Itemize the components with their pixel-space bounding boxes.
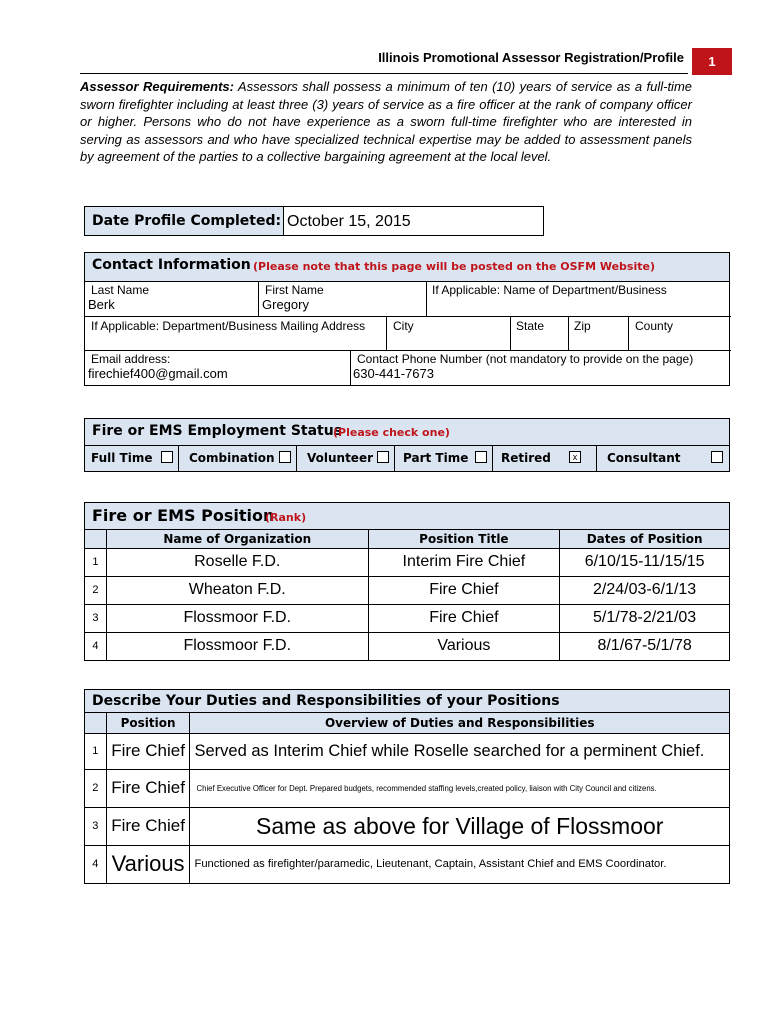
row-number: 2 (85, 576, 107, 604)
email-cell[interactable] (85, 350, 351, 386)
checkbox-volunteer[interactable] (377, 451, 389, 463)
option-label: Consultant (607, 451, 681, 465)
date-profile-value-box[interactable] (284, 206, 544, 236)
checkbox-combination[interactable] (279, 451, 291, 463)
num-header (85, 530, 107, 548)
date-profile-label-box (84, 206, 284, 236)
requirements-text: Assessors shall possess a minimum of ten (10) years of service as a full-time sworn firefighter including at least three (3) years of service as a fire officer at the rank of company officer or higher. Persons who do not have experience as a sworn full-time firefighter who are interested in serving as assessors and who have specialized technical expertise may be added to assessment panels by agreement of the parties to a collective bargaining agreement at the local level. (80, 79, 693, 165)
col-overview: Overview of Duties and Responsibilities (190, 713, 730, 733)
dates-cell[interactable]: 8/1/67-5/1/78 (560, 632, 730, 660)
organization-cell[interactable]: Flossmoor F.D. (106, 632, 368, 660)
mailing-address-label: If Applicable: Department/Business Mailing Address (91, 319, 366, 333)
duties-table-header (85, 713, 730, 733)
first-name-value: Gregory (262, 297, 309, 312)
position-rank: (Rank) (265, 511, 307, 524)
position-table (84, 530, 730, 661)
county-cell[interactable] (629, 316, 731, 350)
checkbox-consultant[interactable] (711, 451, 723, 463)
first-name-cell[interactable] (259, 282, 427, 316)
last-name-value: Berk (88, 297, 115, 312)
employment-header (84, 418, 730, 446)
duty-overview-cell[interactable]: Chief Executive Officer for Dept. Prepared budgets, recommended staffing levels,created policy, liaison with City Council and citizens. (190, 769, 730, 807)
duty-position-cell[interactable]: Fire Chief (106, 733, 190, 769)
option-label: Combination (189, 451, 275, 465)
option-label: Volunteer (307, 451, 374, 465)
last-name-label: Last Name (91, 283, 150, 297)
phone-label: Contact Phone Number (not mandatory to provide on the page) (357, 352, 694, 366)
department-label: If Applicable: Name of Department/Business (432, 283, 667, 297)
position-title: Fire or EMS Position (92, 506, 275, 525)
checkbox-part-time[interactable] (475, 451, 487, 463)
table-row (85, 632, 730, 660)
contact-header (84, 252, 730, 282)
zip-label: Zip (574, 319, 591, 333)
option-combination[interactable] (179, 446, 297, 471)
duties-header (84, 689, 730, 713)
zip-cell[interactable] (569, 316, 629, 350)
contact-note: (Please note that this page will be posted on the OSFM Website) (253, 260, 655, 273)
duty-position-cell[interactable]: Fire Chief (106, 807, 190, 845)
date-profile-value: October 15, 2015 (287, 213, 411, 230)
date-profile-label: Date Profile Completed: (92, 213, 282, 229)
row-number: 1 (85, 548, 107, 576)
last-name-cell[interactable] (85, 282, 259, 316)
position-title-cell[interactable]: Interim Fire Chief (368, 548, 560, 576)
county-label: County (635, 319, 674, 333)
checkbox-full-time[interactable] (161, 451, 173, 463)
option-part-time[interactable] (395, 446, 493, 471)
header-rule (80, 73, 688, 74)
row-number: 3 (85, 807, 107, 845)
row-number: 4 (85, 632, 107, 660)
position-header (84, 502, 730, 530)
position-title-cell[interactable]: Fire Chief (368, 576, 560, 604)
option-label: Full Time (91, 451, 153, 465)
email-value: firechief400@gmail.com (88, 366, 228, 381)
table-row (85, 807, 730, 845)
row-number: 2 (85, 769, 107, 807)
option-consultant[interactable] (597, 446, 731, 471)
department-cell[interactable] (427, 282, 731, 316)
state-cell[interactable] (511, 316, 569, 350)
employment-note: (Please check one) (333, 426, 450, 439)
position-title-cell[interactable]: Various (368, 632, 560, 660)
table-row (85, 845, 730, 883)
num-header (85, 713, 107, 733)
table-row (85, 733, 730, 769)
assessor-requirements (80, 78, 692, 166)
organization-cell[interactable]: Roselle F.D. (106, 548, 368, 576)
col-organization: Name of Organization (106, 530, 368, 548)
contact-body (84, 282, 730, 386)
dates-cell[interactable]: 5/1/78-2/21/03 (560, 604, 730, 632)
table-row (85, 548, 730, 576)
row-number: 4 (85, 845, 107, 883)
duties-table (84, 713, 730, 884)
duty-overview-cell[interactable]: Same as above for Village of Flossmoor (190, 807, 730, 845)
page-number-badge: 1 (692, 48, 732, 75)
duties-title: Describe Your Duties and Responsibilities of your Positions (92, 693, 560, 709)
col-dates: Dates of Position (560, 530, 730, 548)
table-row (85, 769, 730, 807)
duty-overview-cell[interactable]: Functioned as firefighter/paramedic, Lieutenant, Captain, Assistant Chief and EMS Coordinator. (190, 845, 730, 883)
phone-value: 630-441-7673 (353, 366, 434, 381)
duty-position-cell[interactable]: Fire Chief (106, 769, 190, 807)
contact-title: Contact Information (92, 257, 251, 273)
email-label: Email address: (91, 352, 171, 366)
city-cell[interactable] (387, 316, 511, 350)
organization-cell[interactable]: Flossmoor F.D. (106, 604, 368, 632)
option-retired[interactable] (493, 446, 597, 471)
duty-position-cell[interactable]: Various (106, 845, 190, 883)
position-table-header (85, 530, 730, 548)
dates-cell[interactable]: 2/24/03-6/1/13 (560, 576, 730, 604)
phone-cell[interactable] (351, 350, 731, 386)
option-label: Retired (501, 451, 551, 465)
first-name-label: First Name (265, 283, 324, 297)
duty-overview-cell[interactable]: Served as Interim Chief while Roselle searched for a perminent Chief. (190, 733, 730, 769)
row-number: 3 (85, 604, 107, 632)
mailing-address-cell[interactable] (85, 316, 387, 350)
option-full-time[interactable] (85, 446, 179, 471)
city-label: City (393, 319, 414, 333)
document-title: Illinois Promotional Assessor Registration/Profile (378, 50, 684, 65)
employment-options-row (84, 446, 730, 472)
col-position-title: Position Title (368, 530, 560, 548)
dates-cell[interactable]: 6/10/15-11/15/15 (560, 548, 730, 576)
table-row (85, 576, 730, 604)
position-title-cell[interactable]: Fire Chief (368, 604, 560, 632)
col-position: Position (106, 713, 190, 733)
employment-title: Fire or EMS Employment Status (92, 423, 343, 439)
option-label: Part Time (403, 451, 469, 465)
requirements-label: Assessor Requirements: (80, 79, 234, 94)
option-volunteer[interactable] (297, 446, 395, 471)
row-number: 1 (85, 733, 107, 769)
table-row (85, 604, 730, 632)
state-label: State (516, 319, 545, 333)
organization-cell[interactable]: Wheaton F.D. (106, 576, 368, 604)
checkbox-retired[interactable]: x (569, 451, 581, 463)
